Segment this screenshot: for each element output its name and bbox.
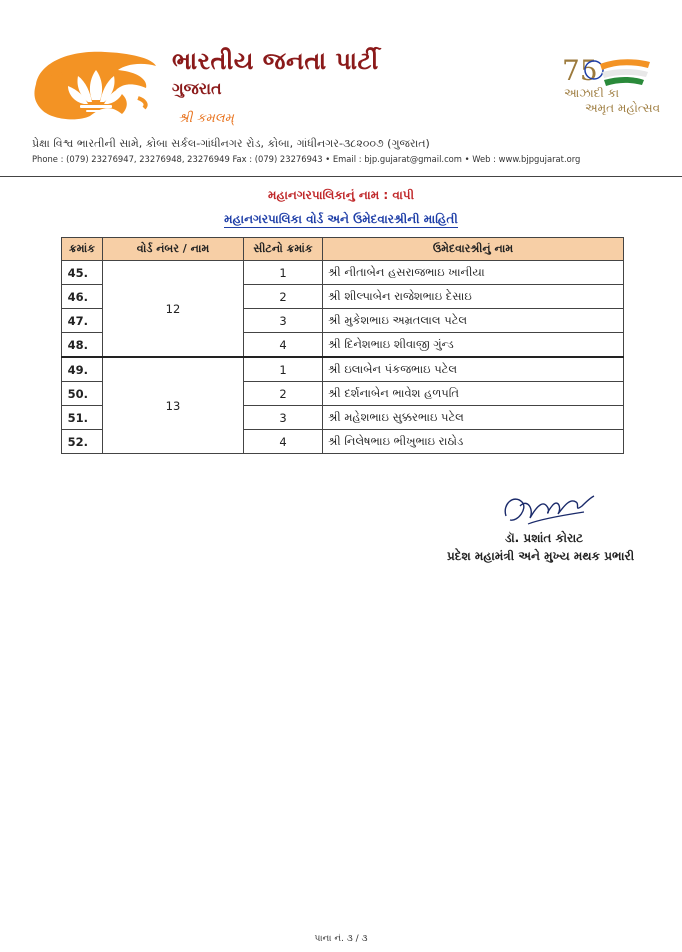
- serial-cell: 50.: [62, 382, 103, 406]
- party-name: ભારતીય જનતા પાર્ટી: [172, 46, 379, 75]
- page-number: પાના નં. ૩ / ૩: [314, 934, 368, 944]
- serial-cell: 52.: [62, 430, 103, 454]
- seat-cell: 2: [244, 382, 323, 406]
- serial-cell: 46.: [62, 285, 103, 309]
- office-address: પ્રેક્ષા વિશ્વ ભારતીની સામે, કોબા સર્કલ-ગાંધીનગર રોડ, કોબા, ગાંધીનગર-૩૮૨૦૦૭ (ગુજરાત): [32, 137, 430, 150]
- serial-cell: 51.: [62, 406, 103, 430]
- corporation-name: મહાનગરપાલિકાનું નામ : વાપી: [267, 188, 415, 202]
- amrit-text-line2: અમૃત મહોત્સવ: [585, 101, 661, 115]
- bjp-logo: [30, 44, 160, 124]
- serial-cell: 49.: [62, 357, 103, 382]
- contact-details: Phone : (079) 23276947, 23276948, 23276949 Fax : (079) 23276943 • Email : bjp.gujarat@gmail.com • Web : www.bjpgujarat.org: [32, 154, 581, 164]
- col-header-ward: વોર્ડ નંબર / નામ: [103, 238, 244, 261]
- seat-cell: 3: [244, 309, 323, 333]
- office-tagline: શ્રી કમલમ્: [178, 111, 234, 126]
- section-title-text: મહાનગરપાલિકા વોર્ડ અને ઉમેદવારશ્રીની માહિતી: [224, 212, 458, 226]
- seat-cell: 1: [244, 357, 323, 382]
- party-state: ગુજરાત: [172, 79, 222, 98]
- serial-cell: 48.: [62, 333, 103, 358]
- candidate-cell: શ્રી નીતાબેન હસરાજભાઇ ખાનીયા: [323, 261, 624, 285]
- seat-cell: 2: [244, 285, 323, 309]
- col-header-seat: સીટનો ક્રમાંક: [244, 238, 323, 261]
- seat-cell: 3: [244, 406, 323, 430]
- col-header-serial: ક્રમાંક: [62, 238, 103, 261]
- col-header-candidate: ઉમેદવારશ્રીનું નામ: [323, 238, 624, 261]
- seat-cell: 4: [244, 430, 323, 454]
- serial-cell: 45.: [62, 261, 103, 285]
- candidate-cell: શ્રી દર્શનાબેન ભાવેશ હળપતિ: [323, 382, 624, 406]
- seat-cell: 1: [244, 261, 323, 285]
- signature-image: [498, 486, 598, 532]
- signatory-name: ડૉ. પ્રશાંત કોરાટ: [505, 531, 584, 545]
- seat-cell: 4: [244, 333, 323, 358]
- serial-cell: 47.: [62, 309, 103, 333]
- candidate-cell: શ્રી શીલ્પાબેન રાજેશભાઇ દેસાઇ: [323, 285, 624, 309]
- candidate-cell: શ્રી મહેશભાઇ સુક્કરભાઇ પટેલ: [323, 406, 624, 430]
- section-title: [0, 212, 682, 227]
- candidate-cell: શ્રી દિનેશભાઇ શીવાજી ગુંન્ડ: [323, 333, 624, 358]
- table-row: [62, 261, 624, 285]
- table-header-row: [62, 238, 624, 261]
- candidate-table: [61, 237, 624, 454]
- svg-text:75: 75: [562, 54, 598, 87]
- ward-cell: 12: [103, 261, 244, 358]
- header-divider: [0, 176, 682, 177]
- candidate-cell: શ્રી ઇલાબેન પંકજભાઇ પટેલ: [323, 357, 624, 382]
- amrit-text-line1: આઝાદી કા: [564, 86, 620, 100]
- table-row: [62, 357, 624, 382]
- candidate-cell: શ્રી મુકેશભાઇ અમ્રતલાલ પટેલ: [323, 309, 624, 333]
- candidate-cell: શ્રી નિલેષભાઇ ભીખુભાઇ રાઠોડ: [323, 430, 624, 454]
- ward-cell: 13: [103, 357, 244, 454]
- signatory-title: પ્રદેશ મહામંત્રી અને મુખ્ય મથક પ્રભારી: [447, 549, 635, 563]
